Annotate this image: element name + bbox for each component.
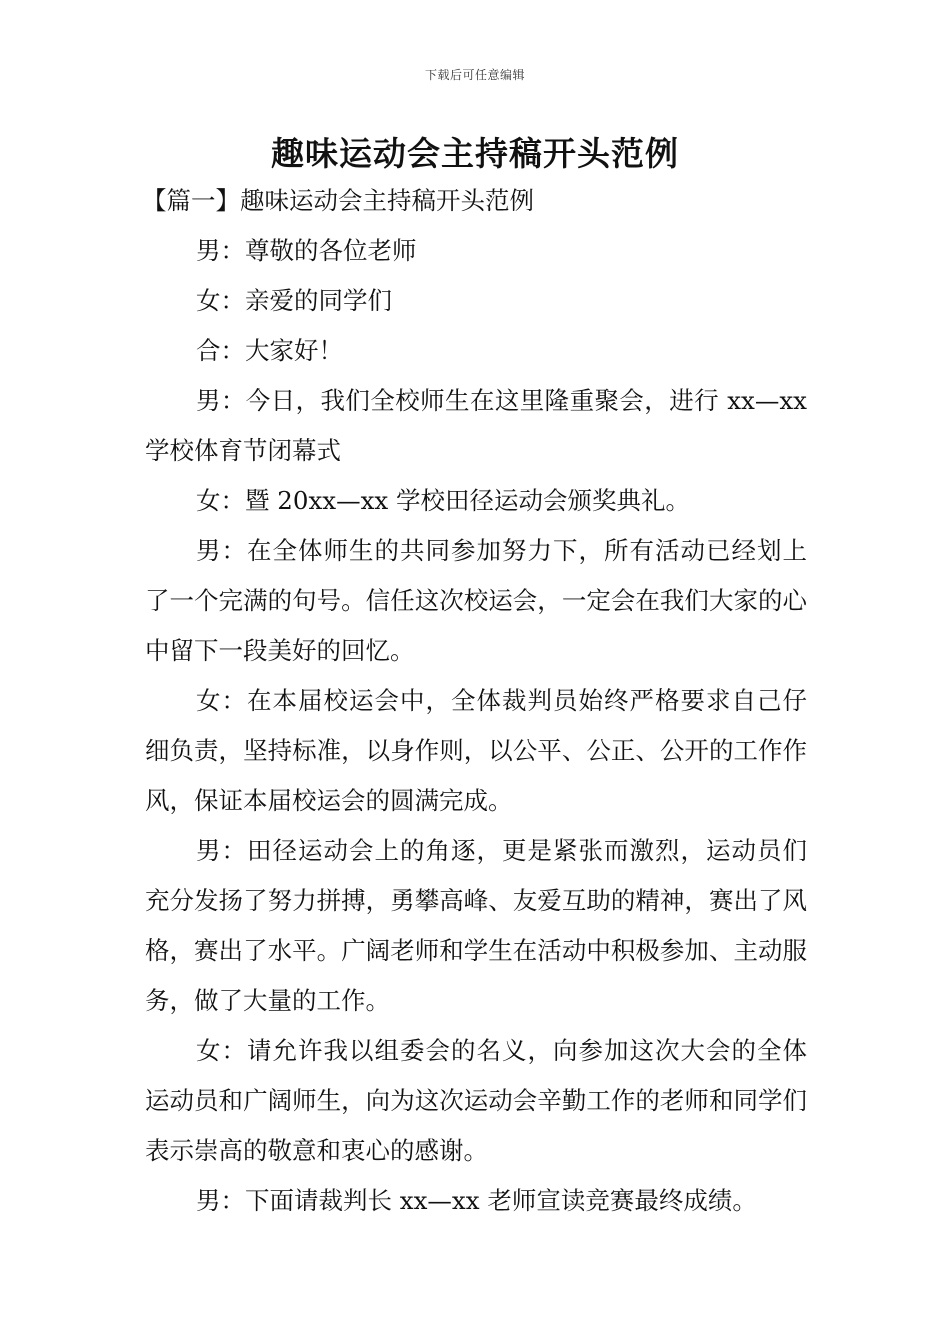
- paragraph: 女：暨 20xx—xx 学校田径运动会颁奖典礼。: [196, 486, 691, 515]
- section-heading: 【篇一】趣味运动会主持稿开头范例: [142, 186, 534, 215]
- paragraph: 男：田径运动会上的角逐，更是紧张而激烈，运动员们充分发扬了努力拼搏，勇攀高峰、友爱互助的精神，赛出了风格，赛出了水平。广阔老师和学生在活动中积极参加、主动服务，做了大量的工作。: [145, 836, 807, 1015]
- paragraph: 男：今日，我们全校师生在这里隆重聚会，进行 xx—xx 学校体育节闭幕式: [145, 386, 807, 465]
- paragraph: 男：在全体师生的共同参加努力下，所有活动已经划上了一个完满的句号。信任这次校运会，一定会在我们大家的心中留下一段美好的回忆。: [145, 536, 807, 665]
- paragraph: 男：尊敬的各位老师: [196, 236, 417, 265]
- paragraph: 女：亲爱的同学们: [196, 286, 392, 315]
- paragraph: 男：下面请裁判长 xx—xx 老师宣读竞赛最终成绩。: [196, 1186, 757, 1215]
- document-title: 趣味运动会主持稿开头范例: [271, 134, 679, 173]
- paragraph: 女：在本届校运会中，全体裁判员始终严格要求自己仔细负责，坚持标准，以身作则，以公平、公正、公开的工作作风，保证本届校运会的圆满完成。: [145, 686, 807, 815]
- paragraph: 女：请允许我以组委会的名义，向参加这次大会的全体运动员和广阔师生，向为这次运动会辛勤工作的老师和同学们表示崇高的敬意和衷心的感谢。: [145, 1036, 807, 1165]
- paragraph: 合：大家好！: [196, 336, 343, 365]
- header-note: 下载后可任意编辑: [424, 68, 525, 82]
- document-body: [142, 176, 807, 1226]
